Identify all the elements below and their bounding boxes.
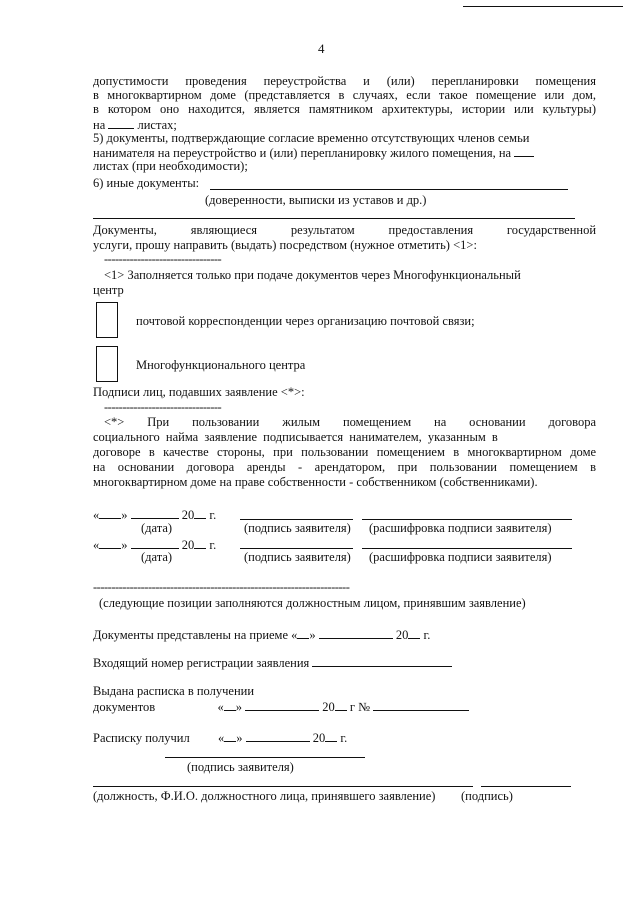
official-name-field[interactable]	[93, 786, 473, 787]
page-number: 4	[318, 41, 325, 56]
month-field[interactable]	[131, 507, 179, 519]
item-6-hint: (доверенности, выписки из уставов и др.)	[205, 193, 427, 207]
option-post-label: почтовой корреспонденции через организацию почтовой связи;	[136, 314, 475, 328]
sheets-line: на листах;	[93, 118, 177, 132]
docs-presented-line: Документы представлены на приеме « » 20 г.	[93, 628, 431, 642]
decode-field-2[interactable]	[362, 548, 572, 549]
caption-decode-2: (расшифровка подписи заявителя)	[369, 550, 552, 564]
item-6-field-2[interactable]	[93, 218, 575, 219]
receipt-number-field[interactable]	[373, 699, 469, 711]
note-line-2: социального найма заявление подписывается нанимателем, указанным в	[93, 430, 498, 444]
footnote-separator: --------------------------------	[104, 252, 222, 266]
decode-field-1[interactable]	[362, 519, 572, 520]
incoming-number-field[interactable]	[312, 655, 452, 667]
signature-row-2: « » 20 г.	[93, 538, 217, 552]
caption-date-1: (дата)	[141, 521, 173, 535]
docs-day-field[interactable]	[297, 627, 309, 639]
receipt-month-field[interactable]	[245, 699, 319, 711]
receipt-day-field[interactable]	[224, 699, 236, 711]
caption-sign-2: (подпись заявителя)	[244, 550, 351, 564]
year-field[interactable]	[194, 507, 206, 519]
got-day-field[interactable]	[224, 730, 236, 742]
signatures-separator: --------------------------------	[104, 400, 222, 414]
caption-date-2: (дата)	[141, 550, 173, 564]
docs-month-field[interactable]	[319, 627, 393, 639]
signature-field-1[interactable]	[240, 519, 353, 520]
mfc-checkbox[interactable]	[96, 346, 118, 382]
caption-official: (должность, Ф.И.О. должностного лица, принявшего заявление)	[93, 789, 436, 803]
item-6-label: 6) иные документы:	[93, 176, 200, 190]
paragraph-line-1: допустимости проведения переустройства и (или) перепланировки помещения	[93, 74, 596, 88]
item-5-line-2: нанимателя на переустройство и (или) перепланировку жилого помещения, на	[93, 145, 534, 160]
footnote-1-cont: центр	[93, 283, 124, 297]
note-line-4: на основании договора аренды - арендатором, при пользовании помещением в	[93, 460, 597, 474]
got-signature-field[interactable]	[165, 757, 365, 758]
note-line-1: <*> При пользовании жилым помещением на основании договора	[104, 415, 596, 429]
got-year-field[interactable]	[325, 730, 337, 742]
caption-decode-1: (расшифровка подписи заявителя)	[369, 521, 552, 535]
item-5-sheets-field[interactable]	[514, 145, 534, 157]
note-line-5: многоквартирном доме на праве собственности - собственником (собственниками).	[93, 475, 538, 489]
paragraph-line-3: в котором оно находится, является памятником архитектуры, истории или культуры)	[93, 102, 596, 116]
caption-sign-1: (подпись заявителя)	[244, 521, 351, 535]
receipt-line-1: Выдана расписка в получении	[93, 684, 255, 698]
year-field[interactable]	[194, 537, 206, 549]
sheets-count-field[interactable]	[108, 117, 134, 129]
result-line-2: услуги, прошу направить (выдать) посредством (нужное отметить) <1>:	[93, 238, 477, 252]
official-separator: ----------------------------------------------------------------------	[93, 580, 350, 594]
option-mfc-label: Многофункционального центра	[136, 358, 306, 372]
paragraph-line-2: в многоквартирном доме (представляется в случаях, если такое помещение или дом,	[93, 88, 596, 102]
note-line-3: договоре в качестве стороны, при пользовании помещением в многоквартирном доме	[93, 445, 597, 459]
incoming-number-line: Входящий номер регистрации заявления	[93, 655, 452, 670]
signatures-label: Подписи лиц, подавших заявление <*>:	[93, 385, 305, 399]
signature-field-2[interactable]	[240, 548, 353, 549]
receipt-line-2: документов « » 20 г №	[93, 699, 469, 714]
receipt-year-field[interactable]	[335, 699, 347, 711]
footnote-1: <1> Заполняется только при подаче документов через Многофункциональный	[104, 268, 521, 282]
official-note: (следующие позиции заполняются должностным лицом, принявшим заявление)	[99, 596, 526, 610]
item-5-line-3: листах (при необходимости);	[93, 159, 248, 173]
receipt-got-line: Расписку получил « » 20 г.	[93, 731, 348, 745]
official-sign-field[interactable]	[481, 786, 571, 787]
signature-row-1: « » 20 г.	[93, 508, 217, 522]
post-checkbox[interactable]	[96, 302, 118, 338]
item-5-line-1: 5) документы, подтверждающие согласие временно отсутствующих членов семьи	[93, 131, 530, 145]
caption-official-sign: (подпись)	[461, 789, 513, 803]
day-field[interactable]	[99, 537, 121, 549]
item-6-field[interactable]	[210, 189, 568, 190]
header-rule	[463, 6, 623, 7]
docs-year-field[interactable]	[408, 627, 420, 639]
result-line-1: Документы, являющиеся результатом предоставления государственной	[93, 223, 597, 237]
day-field[interactable]	[99, 507, 121, 519]
got-month-field[interactable]	[246, 730, 310, 742]
caption-got-sign: (подпись заявителя)	[187, 760, 294, 774]
month-field[interactable]	[131, 537, 179, 549]
